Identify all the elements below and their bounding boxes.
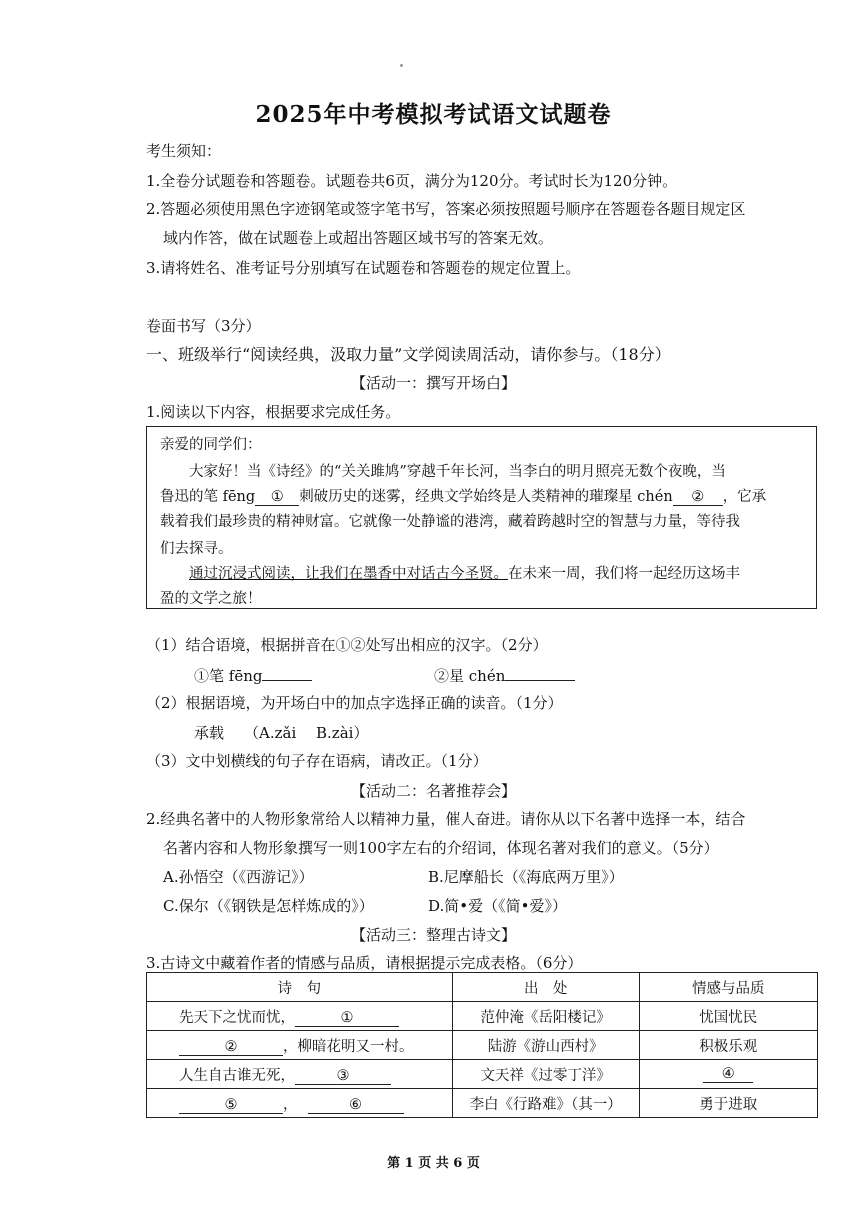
notice-item-3: 3.请将姓名、准考证号分别填写在试题卷和答题卷的规定位置上。 [146,259,581,277]
header-feeling: 情感与品质 [639,973,817,1002]
header-source: 出 处 [452,973,639,1002]
poem-text: ， [283,1096,298,1113]
table-row [147,1002,818,1031]
passage-line-4: 们去探寻。 [160,541,233,557]
option-b: B.尼摩船长（《海底两万里》） [428,868,624,886]
sub1-a-label: ①笔 fēng [194,667,263,685]
question-2-line-2: 名著内容和人物形象撰写一则100字左右的介绍词，体现名著对我们的意义。（5分） [163,839,719,857]
page-footer: 第 1 页 共 6 页 [387,1156,480,1171]
poem-cell [147,1002,453,1031]
source-cell: 李白《行路难》（其一） [452,1089,639,1118]
sub-question-1-a [194,663,312,686]
sub-question-1-b [434,663,575,686]
option-c: C.保尔（《钢铁是怎样炼成的》） [163,897,374,915]
table-header-row [147,973,818,1002]
option-a: A.孙悟空（《西游记》） [163,868,314,886]
passage-line-2b: 刺破历史的迷雾，经典文学始终是人类精神的璀璨星 chén [299,489,673,505]
answer-blank-a[interactable] [262,663,312,681]
notice-item-2: 2.答题必须使用黑色字迹钢笔或签字笔书写，答案必须按照题号顺序在答题卷各题目规定区 [146,200,746,218]
poem-text: ，柳暗花明又一村。 [283,1038,414,1055]
source-cell: 陆游《游山西村》 [452,1031,639,1060]
notice-item-2-cont: 域内作答，做在试题卷上或超出答题区域书写的答案无效。 [163,229,554,247]
poem-blank-3[interactable]: ③ [295,1068,391,1085]
poem-blank-5[interactable]: ⑤ [179,1097,283,1114]
section-1-heading: 一、班级举行“阅读经典，汲取力量”文学阅读周活动，请你参与。（18分） [146,345,671,364]
poem-text: 人生自古谁无死， [179,1067,295,1084]
passage-line-2a: 鲁迅的笔 fēng [160,489,256,505]
activity-3-heading: 【活动三：整理古诗文】 [350,926,516,944]
underlined-sentence: 通过沉浸式阅读，让我们在墨香中对话古今圣贤。 [189,566,508,582]
passage-line-2c: ，它承 [722,489,767,505]
poem-cell [147,1060,453,1089]
sub-question-2-options: （A.zǎi B.zài） [244,724,369,742]
passage-line-1: 大家好！当《诗经》的“关关雎鸠”穿越千年长河，当李白的明月照亮无数个夜晚，当 [189,464,726,480]
feeling-blank-4[interactable]: ④ [703,1066,753,1083]
table-row [147,1060,818,1089]
answer-blank-b[interactable] [505,663,575,681]
handwriting-score: 卷面书写（3分） [146,317,261,335]
activity-2-heading: 【活动二：名著推荐会】 [350,782,516,800]
passage-line-6: 盈的文学之旅！ [160,591,262,607]
passage-line-5 [189,562,740,583]
question-2-line-1: 2.经典名著中的人物形象常给人以精神力量，催人奋进。请你从以下名著中选择一本，结合 [146,810,746,828]
sub-question-2-word: 承载 [194,724,225,742]
poem-blank-6[interactable]: ⑥ [308,1097,404,1114]
blank-1: ① [255,489,299,506]
passage-line-3: 载着我们最珍贵的精神财富。它就像一处静谧的港湾，藏着跨越时空的智慧与力量，等待我 [160,514,740,530]
table-row [147,1031,818,1060]
exam-title: 2025年中考模拟考试语文试题卷 [255,101,612,128]
poem-blank-1[interactable]: ① [295,1010,399,1027]
sub1-b-label: ②星 chén [434,667,506,685]
feeling-cell: 勇于进取 [639,1089,817,1118]
sub-question-3: （3）文中划横线的句子存在语病，请改正。（1分） [146,752,488,770]
passage-line-2 [160,485,766,506]
poem-text: 先天下之忧而忧， [179,1009,295,1026]
passage-line-5-rest: 在未来一周，我们将一起经历这场丰 [508,566,740,582]
poem-table [146,972,818,1118]
feeling-cell [639,1060,817,1089]
sub-question-2: （2）根据语境，为开场白中的加点字选择正确的读音。（1分） [146,694,563,712]
poem-cell [147,1089,453,1118]
blank-2: ② [673,489,723,506]
notice-heading: 考生须知： [146,142,222,160]
question-3: 3.古诗文中藏着作者的情感与品质，请根据提示完成表格。（6分） [146,954,583,972]
feeling-cell: 忧国忧民 [639,1002,817,1031]
source-cell: 文天祥《过零丁洋》 [452,1060,639,1089]
option-d: D.简•爱（《简•爱》） [428,897,567,915]
sub-question-1: （1）结合语境，根据拼音在①②处写出相应的汉字。（2分） [146,636,548,654]
passage-greeting: 亲爱的同学们： [160,437,262,453]
notice-item-1: 1.全卷分试题卷和答题卷。试题卷共6页，满分为120分。考试时长为120分钟。 [146,172,678,190]
scan-dot [400,64,403,67]
poem-cell [147,1031,453,1060]
header-poem: 诗 句 [147,973,453,1002]
passage-box [146,426,817,609]
activity-1-heading: 【活动一：撰写开场白】 [350,374,516,392]
question-1: 1.阅读以下内容，根据要求完成任务。 [146,403,401,421]
table-row [147,1089,818,1118]
poem-blank-2[interactable]: ② [179,1039,283,1056]
source-cell: 范仲淹《岳阳楼记》 [452,1002,639,1031]
feeling-cell: 积极乐观 [639,1031,817,1060]
